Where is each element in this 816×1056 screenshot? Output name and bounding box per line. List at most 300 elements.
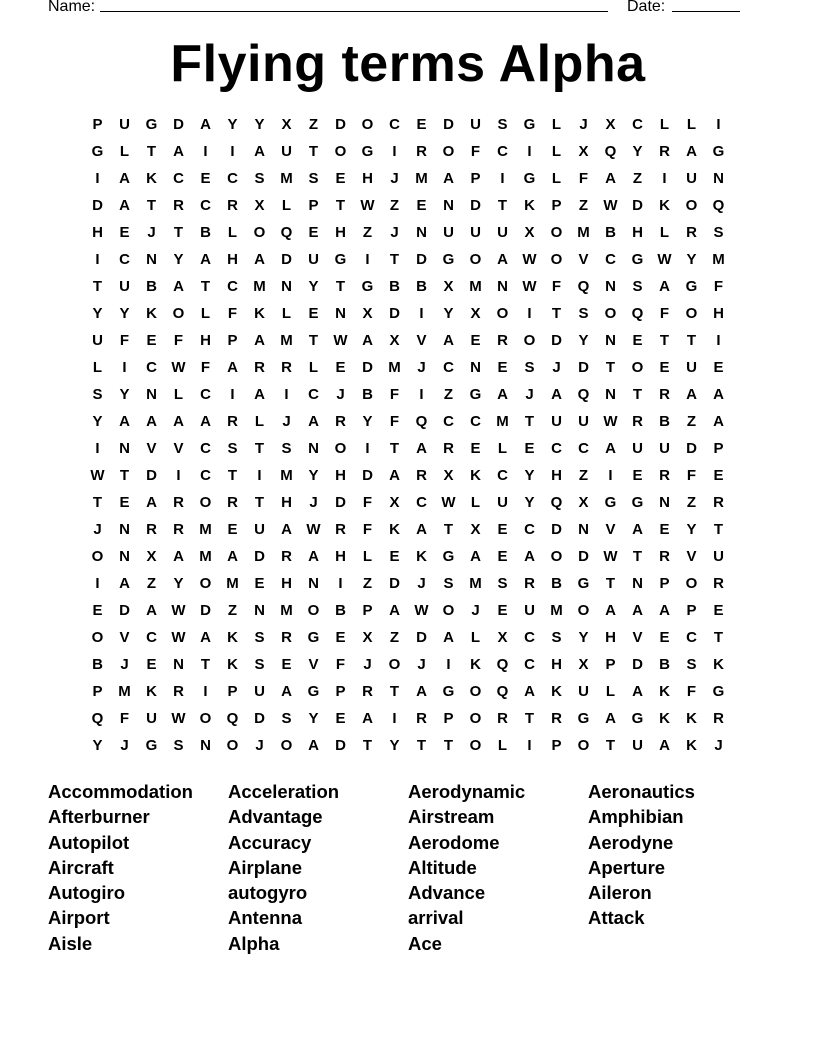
grid-letter[interactable]: R bbox=[281, 629, 292, 646]
grid-letter[interactable]: B bbox=[605, 224, 616, 241]
grid-letter[interactable]: S bbox=[524, 359, 535, 376]
grid-letter[interactable]: I bbox=[365, 440, 370, 457]
grid-letter[interactable]: J bbox=[363, 656, 372, 673]
grid-letter[interactable]: Q bbox=[631, 305, 644, 322]
grid-letter[interactable]: X bbox=[389, 494, 400, 511]
grid-letter[interactable]: J bbox=[390, 170, 399, 187]
grid-letter[interactable]: O bbox=[631, 359, 644, 376]
grid-letter[interactable]: W bbox=[603, 197, 618, 214]
grid-letter[interactable]: K bbox=[524, 197, 535, 214]
grid-letter[interactable]: P bbox=[605, 656, 616, 673]
grid-letter[interactable]: A bbox=[659, 602, 670, 619]
grid-letter[interactable]: C bbox=[551, 440, 562, 457]
grid-letter[interactable]: P bbox=[92, 116, 103, 133]
grid-letter[interactable]: W bbox=[333, 332, 348, 349]
grid-letter[interactable]: E bbox=[524, 440, 535, 457]
grid-letter[interactable]: S bbox=[578, 305, 589, 322]
grid-letter[interactable]: R bbox=[173, 683, 184, 700]
grid-letter[interactable]: Y bbox=[524, 467, 535, 484]
grid-letter[interactable]: B bbox=[335, 602, 346, 619]
grid-letter[interactable]: L bbox=[659, 224, 670, 241]
grid-letter[interactable]: I bbox=[230, 386, 235, 403]
grid-letter[interactable]: P bbox=[470, 170, 481, 187]
grid-letter[interactable]: T bbox=[551, 305, 562, 322]
grid-letter[interactable]: I bbox=[419, 305, 424, 322]
grid-letter[interactable]: E bbox=[632, 467, 643, 484]
grid-letter[interactable]: D bbox=[200, 602, 211, 619]
grid-letter[interactable]: N bbox=[146, 386, 157, 403]
grid-letter[interactable]: X bbox=[443, 467, 454, 484]
grid-letter[interactable]: V bbox=[173, 440, 184, 457]
grid-letter[interactable]: E bbox=[416, 116, 427, 133]
grid-letter[interactable]: U bbox=[119, 116, 130, 133]
grid-letter[interactable]: A bbox=[605, 602, 616, 619]
grid-letter[interactable]: I bbox=[95, 575, 100, 592]
grid-letter[interactable]: K bbox=[686, 737, 697, 754]
grid-letter[interactable]: P bbox=[227, 332, 238, 349]
grid-letter[interactable]: A bbox=[119, 413, 130, 430]
grid-letter[interactable]: Z bbox=[686, 494, 697, 511]
grid-letter[interactable]: P bbox=[551, 197, 562, 214]
grid-letter[interactable]: J bbox=[147, 224, 156, 241]
grid-letter[interactable]: J bbox=[417, 575, 426, 592]
grid-letter[interactable]: D bbox=[686, 440, 697, 457]
grid-letter[interactable]: R bbox=[281, 548, 292, 565]
grid-letter[interactable]: U bbox=[659, 440, 670, 457]
grid-letter[interactable]: E bbox=[713, 467, 724, 484]
grid-letter[interactable]: H bbox=[335, 548, 346, 565]
grid-letter[interactable]: N bbox=[119, 548, 130, 565]
grid-letter[interactable]: G bbox=[361, 278, 374, 295]
grid-letter[interactable]: W bbox=[90, 467, 105, 484]
grid-letter[interactable]: J bbox=[390, 224, 399, 241]
grid-letter[interactable]: Y bbox=[524, 494, 535, 511]
grid-letter[interactable]: D bbox=[119, 602, 130, 619]
grid-letter[interactable]: O bbox=[469, 251, 482, 268]
grid-letter[interactable]: T bbox=[308, 332, 319, 349]
grid-letter[interactable]: U bbox=[632, 737, 643, 754]
grid-letter[interactable]: L bbox=[200, 305, 211, 322]
grid-letter[interactable]: H bbox=[335, 224, 346, 241]
grid-letter[interactable]: Y bbox=[362, 413, 373, 430]
grid-letter[interactable]: W bbox=[171, 359, 186, 376]
grid-letter[interactable]: B bbox=[92, 656, 103, 673]
grid-letter[interactable]: O bbox=[280, 737, 293, 754]
grid-letter[interactable]: L bbox=[605, 683, 616, 700]
grid-letter[interactable]: A bbox=[119, 575, 130, 592]
grid-letter[interactable]: G bbox=[631, 251, 644, 268]
grid-letter[interactable]: S bbox=[632, 278, 643, 295]
grid-letter[interactable]: F bbox=[470, 143, 481, 160]
grid-letter[interactable]: S bbox=[227, 440, 238, 457]
grid-letter[interactable]: O bbox=[577, 737, 590, 754]
grid-letter[interactable]: C bbox=[470, 413, 481, 430]
grid-letter[interactable]: Y bbox=[686, 521, 697, 538]
grid-letter[interactable]: Z bbox=[362, 575, 373, 592]
grid-letter[interactable]: R bbox=[659, 548, 670, 565]
grid-letter[interactable]: Q bbox=[712, 197, 725, 214]
grid-letter[interactable]: D bbox=[416, 251, 427, 268]
date-blank-line[interactable] bbox=[672, 11, 740, 12]
grid-letter[interactable]: V bbox=[605, 521, 616, 538]
grid-letter[interactable]: X bbox=[497, 629, 508, 646]
grid-letter[interactable]: Z bbox=[578, 197, 589, 214]
grid-letter[interactable]: Q bbox=[604, 143, 617, 160]
grid-letter[interactable]: U bbox=[632, 440, 643, 457]
grid-letter[interactable]: D bbox=[443, 116, 454, 133]
grid-letter[interactable]: N bbox=[470, 359, 481, 376]
grid-letter[interactable]: R bbox=[416, 710, 427, 727]
grid-letter[interactable]: A bbox=[146, 602, 157, 619]
grid-letter[interactable]: A bbox=[173, 413, 184, 430]
grid-letter[interactable]: A bbox=[659, 278, 670, 295]
grid-letter[interactable]: I bbox=[527, 305, 532, 322]
grid-letter[interactable]: T bbox=[173, 224, 184, 241]
grid-letter[interactable]: K bbox=[686, 710, 697, 727]
grid-letter[interactable]: A bbox=[200, 116, 211, 133]
grid-letter[interactable]: A bbox=[200, 251, 211, 268]
grid-letter[interactable]: E bbox=[497, 521, 508, 538]
grid-letter[interactable]: F bbox=[362, 494, 373, 511]
grid-letter[interactable]: C bbox=[200, 386, 211, 403]
grid-letter[interactable]: K bbox=[713, 656, 724, 673]
grid-letter[interactable]: U bbox=[92, 332, 103, 349]
grid-letter[interactable]: B bbox=[362, 386, 373, 403]
grid-letter[interactable]: X bbox=[146, 548, 157, 565]
grid-letter[interactable]: D bbox=[92, 197, 103, 214]
grid-letter[interactable]: R bbox=[713, 494, 724, 511]
grid-letter[interactable]: U bbox=[308, 251, 319, 268]
grid-letter[interactable]: T bbox=[524, 710, 535, 727]
grid-letter[interactable]: N bbox=[173, 656, 184, 673]
grid-letter[interactable]: V bbox=[632, 629, 643, 646]
grid-letter[interactable]: Y bbox=[443, 305, 454, 322]
grid-letter[interactable]: U bbox=[497, 224, 508, 241]
grid-letter[interactable]: R bbox=[686, 224, 697, 241]
grid-letter[interactable]: N bbox=[146, 251, 157, 268]
grid-letter[interactable]: R bbox=[416, 467, 427, 484]
grid-letter[interactable]: O bbox=[523, 332, 536, 349]
grid-letter[interactable]: T bbox=[416, 737, 427, 754]
grid-letter[interactable]: Z bbox=[632, 170, 643, 187]
grid-letter[interactable]: L bbox=[254, 413, 265, 430]
grid-letter[interactable]: D bbox=[335, 116, 346, 133]
grid-letter[interactable]: T bbox=[362, 737, 373, 754]
grid-letter[interactable]: A bbox=[632, 602, 643, 619]
grid-letter[interactable]: K bbox=[551, 683, 562, 700]
grid-letter[interactable]: X bbox=[281, 116, 292, 133]
grid-letter[interactable]: N bbox=[119, 440, 130, 457]
grid-letter[interactable]: O bbox=[469, 683, 482, 700]
grid-letter[interactable]: L bbox=[551, 170, 562, 187]
grid-letter[interactable]: C bbox=[443, 413, 454, 430]
grid-letter[interactable]: O bbox=[685, 197, 698, 214]
grid-letter[interactable]: N bbox=[335, 305, 346, 322]
grid-letter[interactable]: K bbox=[659, 683, 670, 700]
grid-letter[interactable]: A bbox=[281, 683, 292, 700]
grid-letter[interactable]: A bbox=[146, 494, 157, 511]
grid-letter[interactable]: G bbox=[442, 548, 455, 565]
grid-letter[interactable]: J bbox=[714, 737, 723, 754]
grid-letter[interactable]: O bbox=[226, 737, 239, 754]
grid-letter[interactable]: K bbox=[416, 548, 427, 565]
grid-letter[interactable]: L bbox=[92, 359, 103, 376]
grid-letter[interactable]: Z bbox=[389, 629, 400, 646]
grid-letter[interactable]: N bbox=[254, 602, 265, 619]
grid-letter[interactable]: G bbox=[577, 575, 590, 592]
grid-letter[interactable]: W bbox=[360, 197, 375, 214]
grid-letter[interactable]: K bbox=[470, 656, 481, 673]
grid-letter[interactable]: A bbox=[524, 683, 535, 700]
grid-letter[interactable]: F bbox=[119, 710, 130, 727]
grid-letter[interactable]: T bbox=[632, 386, 643, 403]
grid-letter[interactable]: E bbox=[281, 656, 292, 673]
grid-letter[interactable]: A bbox=[605, 710, 616, 727]
grid-letter[interactable]: K bbox=[146, 305, 157, 322]
grid-letter[interactable]: I bbox=[95, 170, 100, 187]
grid-letter[interactable]: D bbox=[632, 197, 643, 214]
grid-letter[interactable]: A bbox=[362, 710, 373, 727]
grid-letter[interactable]: U bbox=[686, 359, 697, 376]
grid-letter[interactable]: O bbox=[685, 305, 698, 322]
grid-letter[interactable]: Y bbox=[632, 143, 643, 160]
grid-letter[interactable]: D bbox=[362, 359, 373, 376]
grid-letter[interactable]: C bbox=[686, 629, 697, 646]
name-blank-line[interactable] bbox=[100, 11, 608, 12]
grid-letter[interactable]: M bbox=[388, 359, 401, 376]
grid-letter[interactable]: D bbox=[416, 629, 427, 646]
grid-letter[interactable]: C bbox=[146, 359, 157, 376]
grid-letter[interactable]: K bbox=[659, 197, 670, 214]
grid-letter[interactable]: O bbox=[442, 143, 455, 160]
grid-letter[interactable]: A bbox=[173, 143, 184, 160]
grid-letter[interactable]: Y bbox=[173, 251, 184, 268]
grid-letter[interactable]: O bbox=[469, 737, 482, 754]
grid-letter[interactable]: A bbox=[200, 629, 211, 646]
grid-letter[interactable]: Y bbox=[686, 251, 697, 268]
grid-letter[interactable]: A bbox=[119, 197, 130, 214]
grid-letter[interactable]: R bbox=[713, 710, 724, 727]
grid-letter[interactable]: X bbox=[578, 143, 589, 160]
grid-letter[interactable]: G bbox=[469, 386, 482, 403]
grid-letter[interactable]: O bbox=[307, 602, 320, 619]
grid-letter[interactable]: S bbox=[497, 116, 508, 133]
grid-letter[interactable]: J bbox=[255, 737, 264, 754]
grid-letter[interactable]: F bbox=[578, 170, 589, 187]
grid-letter[interactable]: F bbox=[686, 683, 697, 700]
grid-letter[interactable]: A bbox=[605, 170, 616, 187]
grid-letter[interactable]: Q bbox=[577, 386, 590, 403]
grid-letter[interactable]: S bbox=[254, 656, 265, 673]
grid-letter[interactable]: H bbox=[227, 251, 238, 268]
grid-letter[interactable]: H bbox=[362, 170, 373, 187]
grid-letter[interactable]: T bbox=[524, 413, 535, 430]
grid-letter[interactable]: E bbox=[497, 602, 508, 619]
grid-letter[interactable]: I bbox=[365, 251, 370, 268]
grid-letter[interactable]: T bbox=[92, 278, 103, 295]
grid-letter[interactable]: D bbox=[578, 359, 589, 376]
grid-letter[interactable]: O bbox=[388, 656, 401, 673]
grid-letter[interactable]: X bbox=[443, 278, 454, 295]
grid-letter[interactable]: S bbox=[713, 224, 724, 241]
grid-letter[interactable]: F bbox=[362, 521, 373, 538]
grid-letter[interactable]: A bbox=[659, 737, 670, 754]
grid-letter[interactable]: M bbox=[199, 521, 212, 538]
grid-letter[interactable]: I bbox=[284, 386, 289, 403]
grid-letter[interactable]: J bbox=[93, 521, 102, 538]
grid-letter[interactable]: T bbox=[659, 332, 670, 349]
grid-letter[interactable]: K bbox=[254, 305, 265, 322]
grid-letter[interactable]: E bbox=[659, 359, 670, 376]
grid-letter[interactable]: T bbox=[389, 440, 400, 457]
grid-letter[interactable]: X bbox=[362, 305, 373, 322]
grid-letter[interactable]: M bbox=[415, 170, 428, 187]
grid-letter[interactable]: P bbox=[713, 440, 724, 457]
grid-letter[interactable]: M bbox=[712, 251, 725, 268]
grid-letter[interactable]: Z bbox=[686, 413, 697, 430]
grid-letter[interactable]: B bbox=[551, 575, 562, 592]
grid-letter[interactable]: A bbox=[632, 521, 643, 538]
grid-letter[interactable]: O bbox=[361, 116, 374, 133]
grid-letter[interactable]: E bbox=[146, 332, 157, 349]
grid-letter[interactable]: O bbox=[442, 602, 455, 619]
grid-letter[interactable]: J bbox=[471, 602, 480, 619]
grid-letter[interactable]: T bbox=[443, 521, 454, 538]
grid-letter[interactable]: T bbox=[92, 494, 103, 511]
grid-letter[interactable]: V bbox=[308, 656, 319, 673]
grid-letter[interactable]: F bbox=[173, 332, 184, 349]
grid-letter[interactable]: I bbox=[95, 440, 100, 457]
grid-letter[interactable]: E bbox=[659, 629, 670, 646]
grid-letter[interactable]: X bbox=[578, 656, 589, 673]
grid-letter[interactable]: R bbox=[443, 440, 454, 457]
grid-letter[interactable]: B bbox=[659, 413, 670, 430]
grid-letter[interactable]: Y bbox=[578, 629, 589, 646]
grid-letter[interactable]: M bbox=[577, 224, 590, 241]
grid-letter[interactable]: A bbox=[254, 332, 265, 349]
grid-letter[interactable]: A bbox=[389, 602, 400, 619]
grid-letter[interactable]: N bbox=[713, 170, 724, 187]
grid-letter[interactable]: U bbox=[146, 710, 157, 727]
grid-letter[interactable]: U bbox=[254, 683, 265, 700]
grid-letter[interactable]: T bbox=[335, 197, 346, 214]
grid-letter[interactable]: J bbox=[525, 386, 534, 403]
grid-letter[interactable]: E bbox=[119, 224, 130, 241]
grid-letter[interactable]: R bbox=[335, 521, 346, 538]
grid-letter[interactable]: U bbox=[524, 602, 535, 619]
grid-letter[interactable]: Q bbox=[91, 710, 104, 727]
grid-letter[interactable]: O bbox=[550, 224, 563, 241]
grid-letter[interactable]: J bbox=[309, 494, 318, 511]
grid-letter[interactable]: A bbox=[308, 737, 319, 754]
grid-letter[interactable]: G bbox=[307, 629, 320, 646]
grid-letter[interactable]: N bbox=[308, 440, 319, 457]
grid-letter[interactable]: D bbox=[335, 494, 346, 511]
grid-letter[interactable]: P bbox=[659, 575, 670, 592]
grid-letter[interactable]: C bbox=[443, 359, 454, 376]
grid-letter[interactable]: S bbox=[497, 575, 508, 592]
grid-letter[interactable]: A bbox=[605, 440, 616, 457]
grid-letter[interactable]: G bbox=[307, 683, 320, 700]
grid-letter[interactable]: C bbox=[389, 116, 400, 133]
grid-letter[interactable]: P bbox=[92, 683, 103, 700]
grid-letter[interactable]: C bbox=[524, 521, 535, 538]
grid-letter[interactable]: J bbox=[417, 359, 426, 376]
grid-letter[interactable]: K bbox=[470, 467, 481, 484]
grid-letter[interactable]: Z bbox=[308, 116, 319, 133]
grid-letter[interactable]: L bbox=[362, 548, 373, 565]
grid-letter[interactable]: A bbox=[227, 548, 238, 565]
grid-letter[interactable]: J bbox=[579, 116, 588, 133]
grid-letter[interactable]: I bbox=[446, 656, 451, 673]
grid-letter[interactable]: T bbox=[497, 197, 508, 214]
grid-letter[interactable]: J bbox=[120, 737, 129, 754]
grid-letter[interactable]: A bbox=[308, 548, 319, 565]
grid-letter[interactable]: E bbox=[713, 602, 724, 619]
grid-letter[interactable]: S bbox=[281, 710, 292, 727]
grid-letter[interactable]: L bbox=[551, 143, 562, 160]
grid-letter[interactable]: I bbox=[392, 710, 397, 727]
grid-letter[interactable]: C bbox=[227, 278, 238, 295]
grid-letter[interactable]: Y bbox=[92, 305, 103, 322]
grid-letter[interactable]: K bbox=[389, 521, 400, 538]
grid-letter[interactable]: I bbox=[608, 467, 613, 484]
grid-letter[interactable]: M bbox=[280, 602, 293, 619]
grid-letter[interactable]: R bbox=[254, 359, 265, 376]
grid-letter[interactable]: O bbox=[334, 440, 347, 457]
grid-letter[interactable]: G bbox=[523, 170, 536, 187]
grid-letter[interactable]: H bbox=[281, 494, 292, 511]
grid-letter[interactable]: O bbox=[172, 305, 185, 322]
grid-letter[interactable]: H bbox=[335, 467, 346, 484]
grid-letter[interactable]: G bbox=[145, 737, 158, 754]
grid-letter[interactable]: L bbox=[281, 197, 292, 214]
grid-letter[interactable]: E bbox=[335, 710, 346, 727]
grid-letter[interactable]: R bbox=[227, 413, 238, 430]
grid-letter[interactable]: Y bbox=[173, 575, 184, 592]
grid-letter[interactable]: I bbox=[662, 170, 667, 187]
grid-letter[interactable]: D bbox=[362, 467, 373, 484]
grid-letter[interactable]: R bbox=[173, 494, 184, 511]
grid-letter[interactable]: L bbox=[497, 440, 508, 457]
grid-letter[interactable]: C bbox=[524, 629, 535, 646]
grid-letter[interactable]: U bbox=[578, 413, 589, 430]
grid-letter[interactable]: T bbox=[308, 143, 319, 160]
grid-letter[interactable]: M bbox=[280, 467, 293, 484]
grid-letter[interactable]: M bbox=[118, 683, 131, 700]
grid-letter[interactable]: V bbox=[146, 440, 157, 457]
grid-letter[interactable]: W bbox=[522, 251, 537, 268]
grid-letter[interactable]: S bbox=[173, 737, 184, 754]
grid-letter[interactable]: K bbox=[146, 683, 157, 700]
grid-letter[interactable]: F bbox=[200, 359, 211, 376]
grid-letter[interactable]: S bbox=[308, 170, 319, 187]
grid-letter[interactable]: E bbox=[92, 602, 103, 619]
grid-letter[interactable]: Z bbox=[578, 467, 589, 484]
grid-letter[interactable]: W bbox=[171, 602, 186, 619]
grid-letter[interactable]: R bbox=[713, 575, 724, 592]
grid-letter[interactable]: S bbox=[686, 656, 697, 673]
grid-letter[interactable]: G bbox=[442, 251, 455, 268]
grid-letter[interactable]: Y bbox=[308, 278, 319, 295]
grid-letter[interactable]: C bbox=[200, 197, 211, 214]
grid-letter[interactable]: A bbox=[632, 683, 643, 700]
grid-letter[interactable]: O bbox=[91, 548, 104, 565]
grid-letter[interactable]: X bbox=[470, 305, 481, 322]
grid-letter[interactable]: I bbox=[500, 170, 505, 187]
grid-letter[interactable]: G bbox=[523, 116, 536, 133]
grid-letter[interactable]: O bbox=[91, 629, 104, 646]
